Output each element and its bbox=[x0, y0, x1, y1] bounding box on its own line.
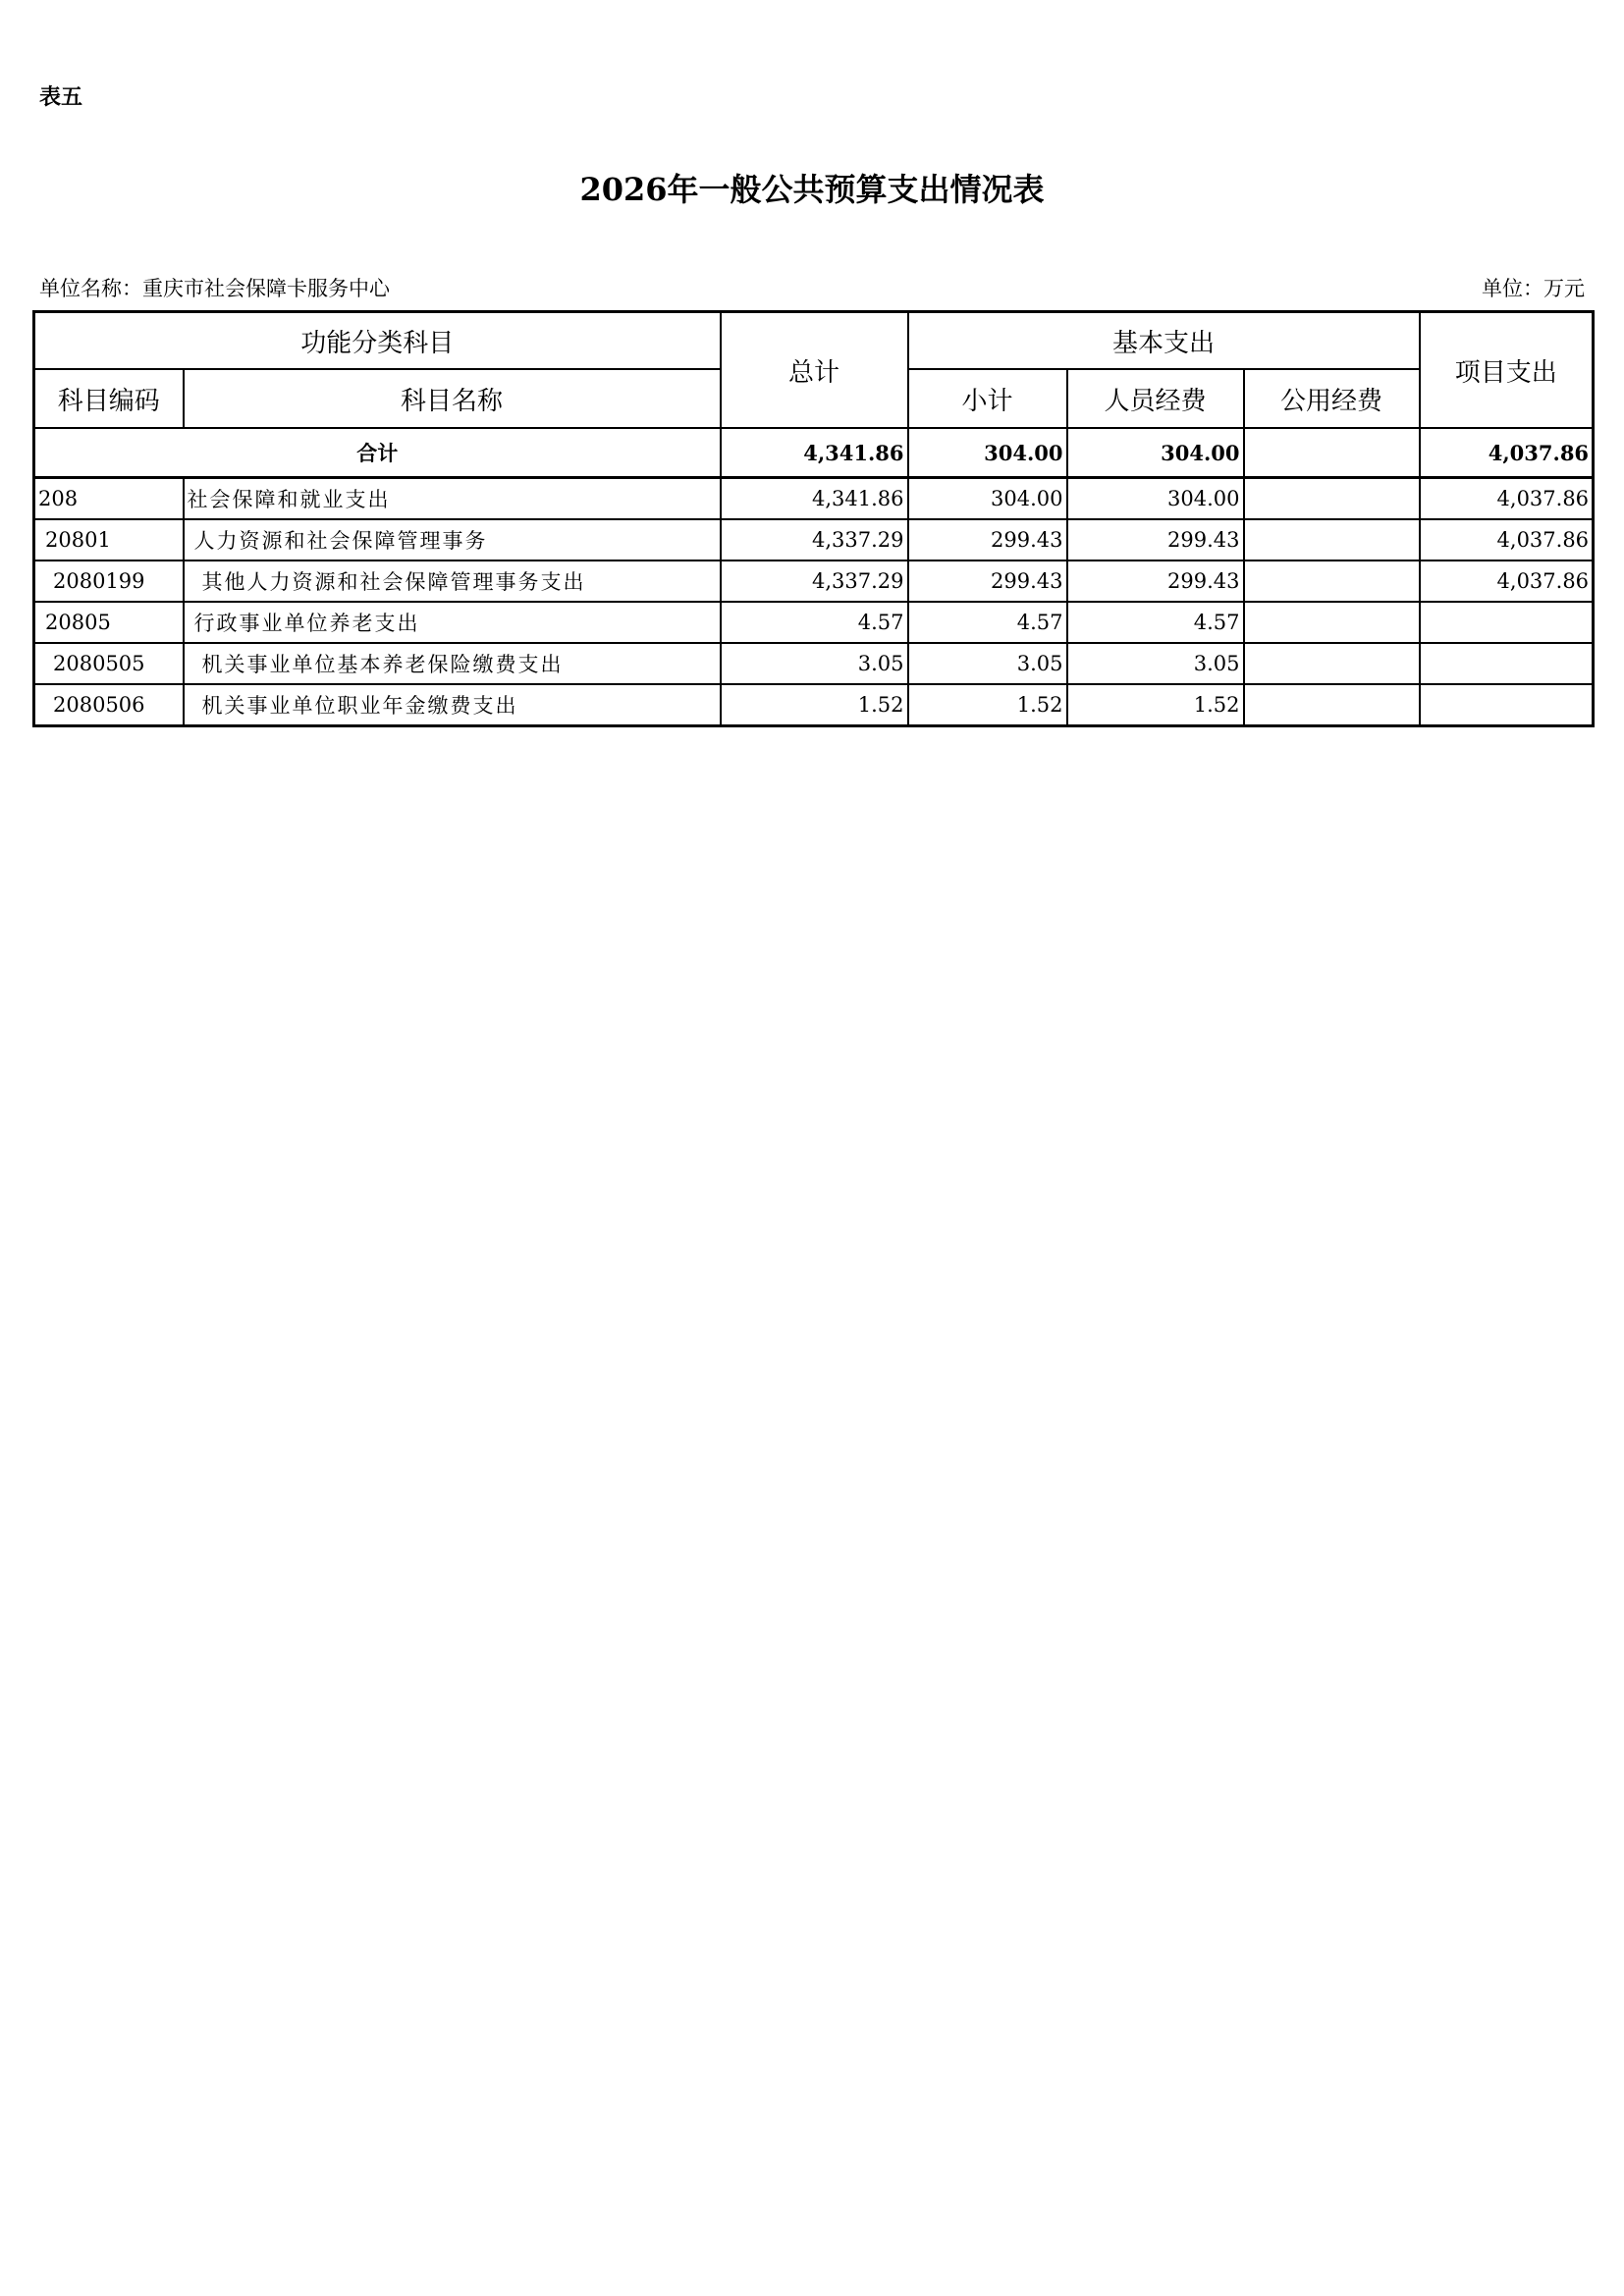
cell-name: 机关事业单位基本养老保险缴费支出 bbox=[184, 643, 721, 684]
total-subtotal: 304.00 bbox=[908, 428, 1067, 478]
header-total: 总计 bbox=[721, 312, 908, 429]
cell-total: 4,341.86 bbox=[721, 478, 908, 520]
cell-public bbox=[1244, 643, 1420, 684]
table-row bbox=[34, 561, 1594, 602]
header-subtotal: 小计 bbox=[908, 369, 1067, 428]
cell-public bbox=[1244, 602, 1420, 643]
cell-total: 4,337.29 bbox=[721, 519, 908, 561]
cell-subtotal: 299.43 bbox=[908, 519, 1067, 561]
cell-personnel: 299.43 bbox=[1067, 561, 1244, 602]
cell-name: 机关事业单位职业年金缴费支出 bbox=[184, 684, 721, 726]
unit-name: 单位名称：重庆市社会保障卡服务中心 bbox=[39, 277, 390, 300]
cell-personnel: 3.05 bbox=[1067, 643, 1244, 684]
total-row bbox=[34, 428, 1594, 478]
cell-name: 其他人力资源和社会保障管理事务支出 bbox=[184, 561, 721, 602]
header-project: 项目支出 bbox=[1420, 312, 1594, 429]
total-total: 4,341.86 bbox=[721, 428, 908, 478]
unit-label: 单位：万元 bbox=[1482, 277, 1585, 300]
total-project: 4,037.86 bbox=[1420, 428, 1594, 478]
cell-subtotal: 299.43 bbox=[908, 561, 1067, 602]
cell-name: 行政事业单位养老支出 bbox=[184, 602, 721, 643]
cell-name: 社会保障和就业支出 bbox=[184, 478, 721, 520]
header-func-class: 功能分类科目 bbox=[34, 312, 721, 370]
page-title: 2026年一般公共预算支出情况表 bbox=[579, 171, 1045, 208]
cell-personnel: 299.43 bbox=[1067, 519, 1244, 561]
header-public: 公用经费 bbox=[1244, 369, 1420, 428]
cell-personnel: 1.52 bbox=[1067, 684, 1244, 726]
cell-public bbox=[1244, 519, 1420, 561]
cell-personnel: 304.00 bbox=[1067, 478, 1244, 520]
header-name: 科目名称 bbox=[184, 369, 721, 428]
header-personnel: 人员经费 bbox=[1067, 369, 1244, 428]
total-label: 合计 bbox=[34, 428, 721, 478]
cell-public bbox=[1244, 561, 1420, 602]
budget-table bbox=[32, 310, 1595, 727]
cell-project bbox=[1420, 684, 1594, 726]
cell-project: 4,037.86 bbox=[1420, 561, 1594, 602]
cell-code: 208 bbox=[34, 478, 184, 520]
total-personnel: 304.00 bbox=[1067, 428, 1244, 478]
cell-total: 3.05 bbox=[721, 643, 908, 684]
cell-public bbox=[1244, 478, 1420, 520]
total-public bbox=[1244, 428, 1420, 478]
table-row bbox=[34, 478, 1594, 520]
cell-total: 1.52 bbox=[721, 684, 908, 726]
cell-code: 20801 bbox=[34, 519, 184, 561]
cell-project: 4,037.86 bbox=[1420, 478, 1594, 520]
cell-project bbox=[1420, 602, 1594, 643]
cell-code: 20805 bbox=[34, 602, 184, 643]
cell-project: 4,037.86 bbox=[1420, 519, 1594, 561]
cell-code: 2080506 bbox=[34, 684, 184, 726]
table-row bbox=[34, 684, 1594, 726]
table-row bbox=[34, 602, 1594, 643]
header-code: 科目编码 bbox=[34, 369, 184, 428]
table-row bbox=[34, 643, 1594, 684]
cell-code: 2080199 bbox=[34, 561, 184, 602]
cell-project bbox=[1420, 643, 1594, 684]
cell-personnel: 4.57 bbox=[1067, 602, 1244, 643]
cell-subtotal: 4.57 bbox=[908, 602, 1067, 643]
cell-subtotal: 304.00 bbox=[908, 478, 1067, 520]
cell-subtotal: 1.52 bbox=[908, 684, 1067, 726]
cell-subtotal: 3.05 bbox=[908, 643, 1067, 684]
cell-code: 2080505 bbox=[34, 643, 184, 684]
cell-total: 4,337.29 bbox=[721, 561, 908, 602]
cell-total: 4.57 bbox=[721, 602, 908, 643]
cell-public bbox=[1244, 684, 1420, 726]
document-label: 表五 bbox=[39, 85, 83, 110]
table-row bbox=[34, 519, 1594, 561]
cell-name: 人力资源和社会保障管理事务 bbox=[184, 519, 721, 561]
header-basic: 基本支出 bbox=[908, 312, 1420, 370]
